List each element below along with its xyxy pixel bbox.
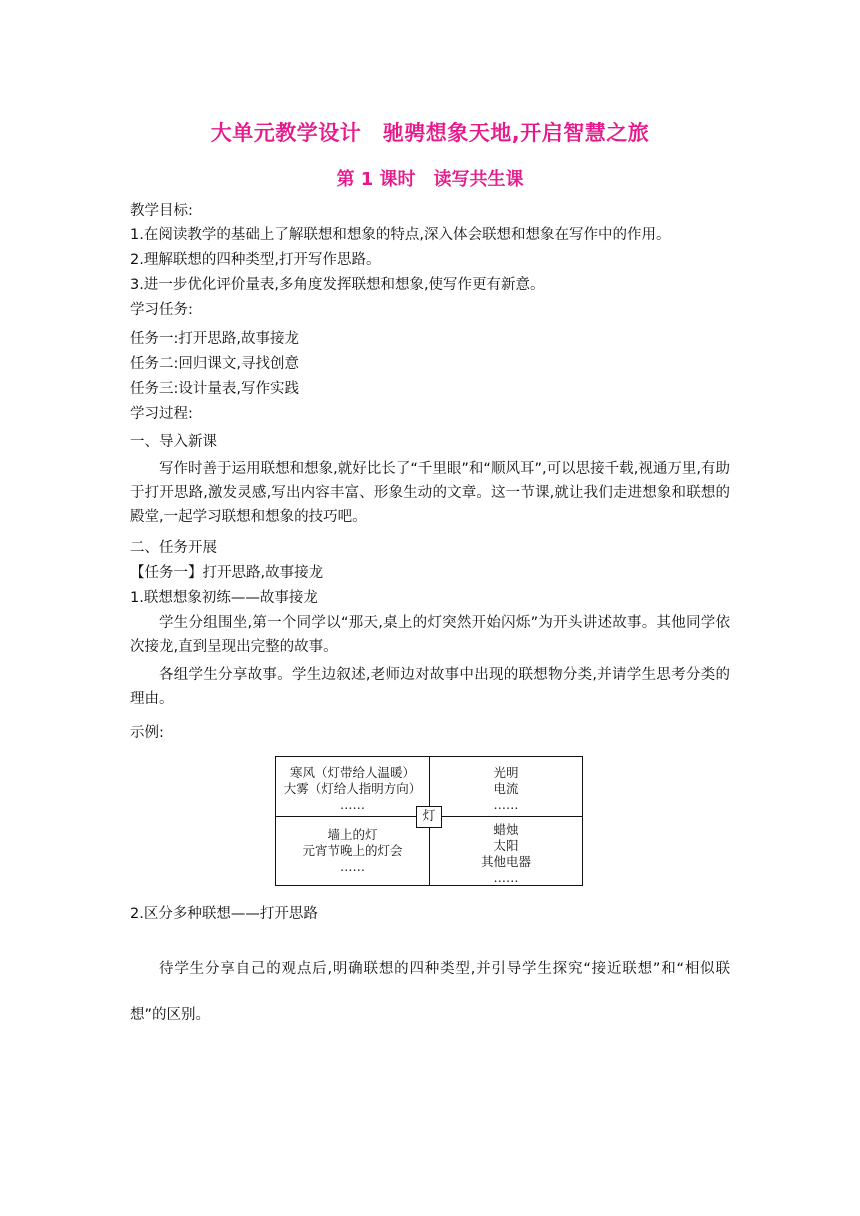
association-diagram (275, 756, 583, 886)
quadrant-item: 墙上的灯 (327, 827, 378, 842)
objective-item-2: 2.理解联想的四种类型,打开写作思路。 (130, 252, 381, 268)
section2-heading: 二、任务开展 (130, 540, 217, 556)
quadrant-item: …… (493, 797, 519, 812)
quadrant-top-right (430, 765, 582, 813)
lesson-subtitle: 第 1 课时 读写共生课 (336, 169, 524, 190)
section1-heading: 一、导入新课 (130, 434, 217, 450)
step1-paragraph-1: 学生分组围坐,第一个同学以“那天,桌上的灯突然开始闪烁”为开头讲述故事。其他同学依次接龙,直到呈现出完整的故事。 (130, 615, 730, 655)
step1-paragraph-2: 各组学生分享故事。学生边叙述,老师边对故事中出现的联想物分类,并请学生思考分类的理由。 (130, 667, 730, 707)
example-label: 示例: (130, 725, 164, 741)
step2-heading: 2.区分多种联想——打开思路 (130, 906, 318, 922)
section1-paragraph: 写作时善于运用联想和想象,就好比长了“千里眼”和“顺风耳”,可以思接千载,视通万里,有助于打开思路,激发灵感,写出内容丰富、形象生动的文章。这一节课,就让我们走进想象和联想的殿堂,一起学习联想和想象的技巧吧。 (130, 461, 730, 525)
quadrant-item: …… (493, 870, 519, 885)
quadrant-item: …… (340, 797, 365, 812)
step2-paragraph: 待学生分享自己的观点后,明确联想的四种类型,并引导学生探究“接近联想”和“相似联想”的区别。 (130, 961, 730, 1023)
task1-heading: 【任务一】打开思路,故事接龙 (130, 565, 324, 581)
quadrant-item: 蜡烛 (493, 822, 519, 837)
quadrant-item: 光明 (493, 765, 519, 780)
objective-item-1: 1.在阅读教学的基础上了解联想和想象的特点,深入体会联想和想象在写作中的作用。 (130, 227, 671, 243)
objective-item-3: 3.进一步优化评价量表,多角度发挥联想和想象,使写作更有新意。 (130, 277, 545, 293)
task-item-1: 任务一:打开思路,故事接龙 (130, 331, 299, 347)
quadrant-bottom-right (430, 822, 582, 886)
quadrant-item: 太阳 (493, 838, 519, 853)
tasks-heading: 学习任务: (130, 302, 193, 318)
quadrant-item: 其他电器 (480, 854, 531, 869)
task-item-2: 任务二:回归课文,寻找创意 (130, 356, 299, 372)
document-title: 大单元教学设计 驰骋想象天地,开启智慧之旅 (210, 121, 650, 145)
quadrant-item: 大雾（灯给人指明方向） (283, 781, 422, 796)
quadrant-item: 寒风（灯带给人温暖） (289, 765, 415, 780)
task-item-3: 任务三:设计量表,写作实践 (130, 381, 299, 397)
quadrant-item: 元宵节晚上的灯会 (302, 843, 403, 858)
objectives-heading: 教学目标: (130, 203, 193, 219)
quadrant-item: 电流 (493, 781, 519, 796)
quadrant-top-left (276, 765, 429, 813)
step1-heading: 1.联想想象初练——故事接龙 (130, 590, 318, 606)
diagram-center-label: 灯 (416, 806, 442, 828)
process-heading: 学习过程: (130, 406, 193, 422)
quadrant-item: …… (340, 859, 365, 874)
quadrant-bottom-left (276, 827, 429, 875)
